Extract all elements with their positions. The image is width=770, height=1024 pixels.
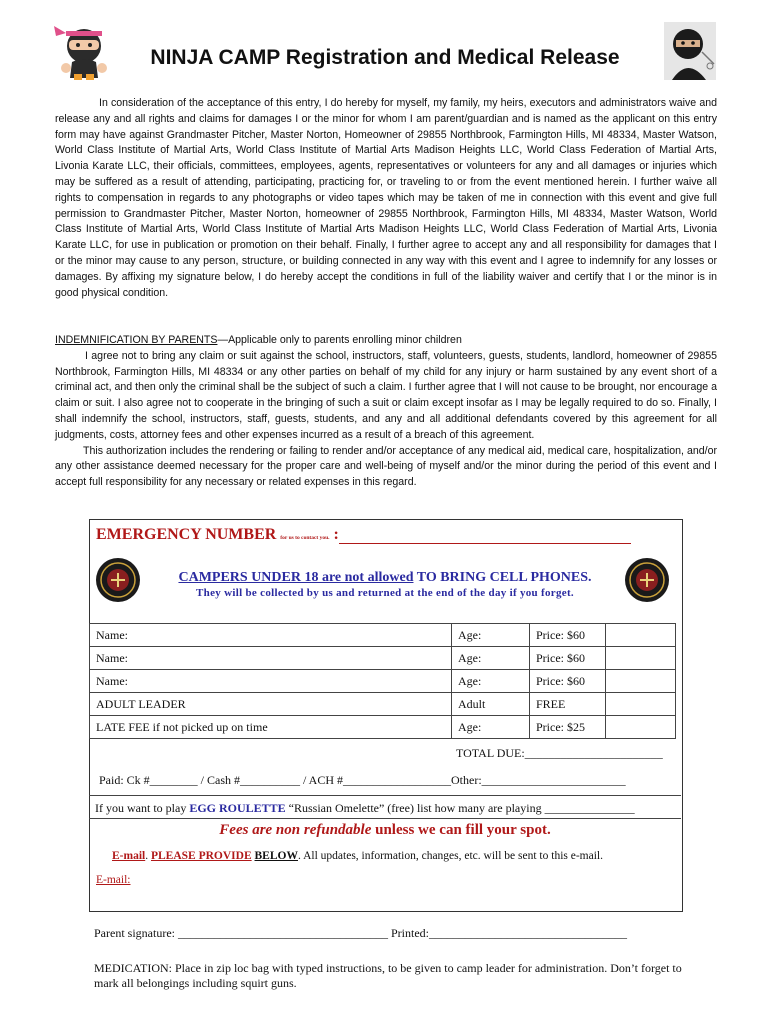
indemnification-subheading: —Applicable only to parents enrolling minor children bbox=[217, 334, 462, 346]
table-row bbox=[90, 670, 676, 693]
amount-cell[interactable] bbox=[606, 624, 676, 647]
table-row bbox=[90, 647, 676, 670]
age-field[interactable]: Age: bbox=[452, 647, 530, 670]
collected-note: They will be collected by us and returned at the end of the day if you forget. bbox=[196, 587, 574, 599]
total-due-field[interactable]: TOTAL DUE:_______________________ bbox=[456, 746, 663, 760]
indemnification-heading: INDEMNIFICATION BY PARENTS bbox=[55, 334, 218, 346]
amount-cell[interactable] bbox=[606, 670, 676, 693]
egg-roulette-line[interactable]: If you want to play EGG ROULETTE “Russian Omelette” (free) list how many are playing _______________ bbox=[89, 795, 681, 819]
price-cell: Price: $25 bbox=[530, 716, 606, 739]
age-field[interactable]: Age: bbox=[452, 624, 530, 647]
page-title: NINJA CAMP Registration and Medical Release bbox=[150, 46, 620, 69]
amount-cell[interactable] bbox=[606, 647, 676, 670]
fees-notice: Fees are non refundable unless we can fill your spot. bbox=[219, 822, 551, 838]
emergency-small-note: for us to contact you. bbox=[280, 535, 330, 541]
email-field[interactable]: E-mail: bbox=[96, 874, 131, 886]
amount-cell[interactable] bbox=[606, 716, 676, 739]
price-cell: Price: $60 bbox=[530, 624, 606, 647]
indemnification-section bbox=[55, 333, 717, 491]
table-row bbox=[90, 693, 676, 716]
cell-phone-notice: CAMPERS UNDER 18 are not allowed TO BRING CELL PHONES. bbox=[178, 570, 592, 585]
age-field[interactable]: Age: bbox=[452, 670, 530, 693]
late-fee-field[interactable]: LATE FEE if not picked up on time bbox=[90, 716, 452, 739]
emergency-colon: : bbox=[333, 526, 339, 543]
age-field[interactable]: Age: bbox=[452, 716, 530, 739]
table-row bbox=[90, 716, 676, 739]
name-field[interactable]: Name: bbox=[90, 624, 452, 647]
price-cell: Price: $60 bbox=[530, 647, 606, 670]
signature-line[interactable]: Parent signature: ___________________________________ Printed:_________________________________ bbox=[94, 926, 627, 940]
price-cell: FREE bbox=[530, 693, 606, 716]
name-field[interactable]: Name: bbox=[90, 670, 452, 693]
email-instructions: E-mail. PLEASE PROVIDE BELOW. All updates, information, changes, etc. will be sent to this e-mail. bbox=[112, 850, 603, 862]
consent-paragraph: In consideration of the acceptance of this entry, I do hereby for myself, my family, my heirs, executors and administrators waive and release any and all rights and claims for damages I or the minor for whom I am parent/guardian and is named as the applicant on this entry form may have against Grandmaster Pitcher, Master Norton, Homeowner of 29855 Northbrook, Farmington Hills, MI 48334, Master Watson, World Class Institute of Martial Arts, World Class Institute of Martial Arts Madison Heights LLC, World Class Federation of Martial Arts, Livonia Karate LLC, their officials, committees, employees, agents, representatives or volunteers for any and all damages or injuries which may be suffered as a result of attending, participating, practicing for, or traveling to or from the event mentioned herein. I further waive all rights to compensation in regards to any photographs or video tapes which may be taken of me in connection with this event and give full permission to Grandmaster Pitcher, Master Norton, homeowner of 29855 Northbrook, Farmington Hills, MI 48334, Master Watson, World Class Institute of Martial Arts, World Class Institute of Martial Arts Madison Heights LLC, World Class Federation of Martial Arts, Livonia Karate LLC, for use in publication or promotion on their behalf. Finally, I further agree to accept any and all responsibility for damages that I or the minor may cause to any person, structure, or building connected in any way with this event and I agree to indemnify for any losses or damages. By affixing my signature below, I do hereby accept the conditions in full of the liability waiver and certify that I or the minor is in good physical condition. bbox=[55, 97, 717, 299]
adult-leader-field[interactable]: ADULT LEADER bbox=[90, 693, 452, 716]
name-field[interactable]: Name: bbox=[90, 647, 452, 670]
egg-roulette-name: EGG ROULETTE bbox=[189, 801, 286, 815]
amount-cell[interactable] bbox=[606, 693, 676, 716]
medication-note: MEDICATION: Place in zip loc bag with typed instructions, to be given to camp leader for administration. Don’t forget to mark all belongings including squirt guns. bbox=[94, 961, 682, 990]
price-cell: Price: $60 bbox=[530, 670, 606, 693]
age-field: Adult bbox=[452, 693, 530, 716]
emergency-label: EMERGENCY NUMBER bbox=[96, 526, 277, 543]
table-row bbox=[90, 624, 676, 647]
authorization-paragraph: This authorization includes the rendering or failing to render and/or acceptance of any medical aid, medical care, hospitalization, and/or any other assistance deemed necessary for the proper care and well-being of myself and/or the minor during the period of this event and I accept full responsibility for any necessary or related expenses in this regard. bbox=[55, 444, 717, 489]
indemnification-paragraph: I agree not to bring any claim or suit against the school, instructors, staff, volunteers, guests, students, landlord, homeowner of 29855 Northbrook, Farmington Hills, MI 48334 or any other parties on behalf of my child for any injury or harm sustained by any event short of a criminal act, and then only the criminal shall be the subject of such a claim. I further agree that I will not cause to be brought, nor encourage a claim or suit. I also agree not to cooperate in the bringing of such a suit or claim except insofar as I may be legally required to do so. Finally, I shall indemnify the school, instructors, staff, guests, students, and any and all additional defendants covered by this agreement for all judgments, costs, attorney fees and other expenses incurred as a result of a breach of this agreement. bbox=[55, 349, 717, 441]
emergency-number-line[interactable] bbox=[339, 529, 631, 544]
emergency-number-field[interactable] bbox=[96, 526, 631, 544]
payment-line[interactable]: Paid: Ck #________ / Cash #__________ / ACH #__________________Other:________________________ bbox=[99, 773, 626, 787]
registration-table bbox=[89, 623, 676, 739]
